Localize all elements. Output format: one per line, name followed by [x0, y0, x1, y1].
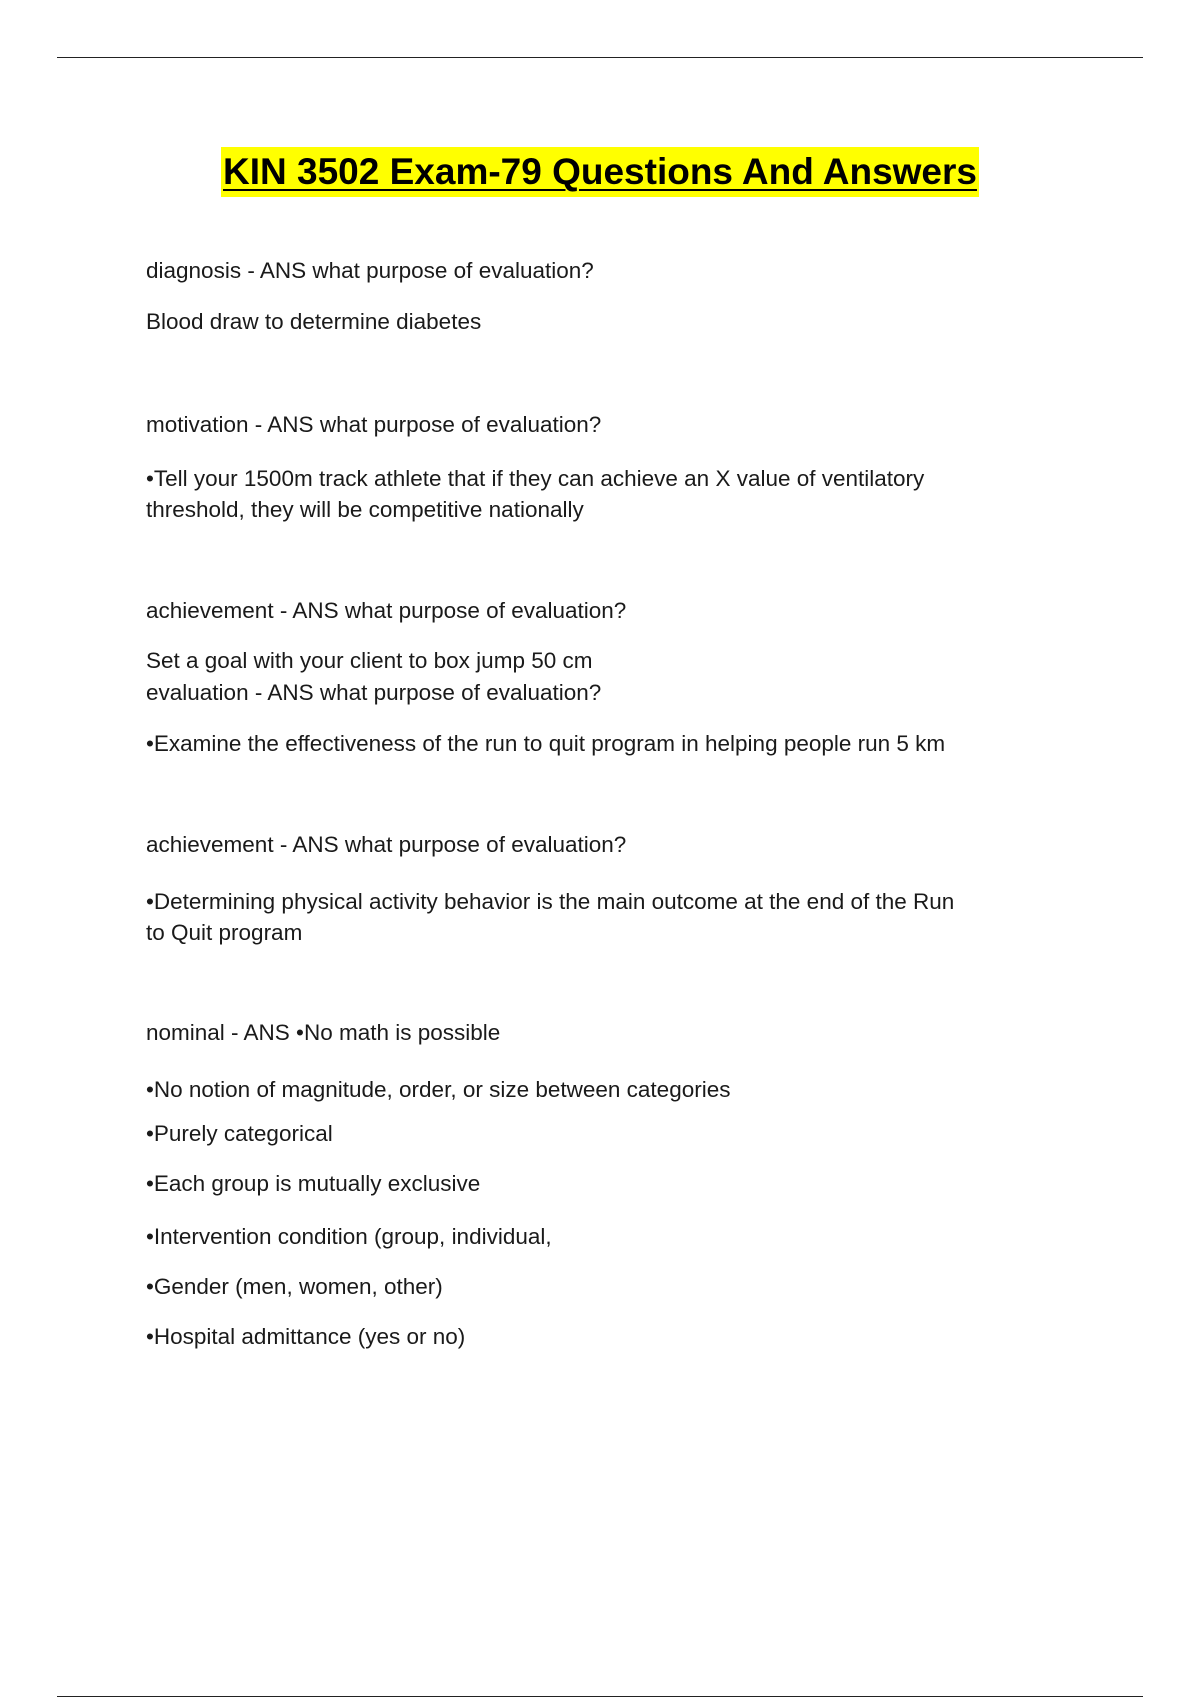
answer-line: •Hospital admittance (yes or no) [146, 1324, 466, 1349]
answer-line: •Intervention condition (group, individual, [146, 1224, 552, 1249]
question-line: achievement - ANS what purpose of evaluation? [146, 598, 627, 623]
question-line: achievement - ANS what purpose of evaluation? [146, 832, 627, 857]
answer-line: •Tell your 1500m track athlete that if they can achieve an X value of ventilatory [146, 466, 925, 491]
question-line: motivation - ANS what purpose of evaluation? [146, 412, 602, 437]
top-divider [57, 57, 1143, 58]
answer-line: •Gender (men, women, other) [146, 1274, 443, 1299]
question-line: diagnosis - ANS what purpose of evaluation? [146, 258, 594, 283]
question-line: nominal - ANS •No math is possible [146, 1020, 501, 1045]
title-container [0, 147, 1200, 197]
answer-line: Set a goal with your client to box jump 50 cm [146, 648, 593, 673]
question-line: evaluation - ANS what purpose of evaluation? [146, 680, 602, 705]
answer-line: •Purely categorical [146, 1121, 333, 1146]
answer-line: •No notion of magnitude, order, or size between categories [146, 1077, 731, 1102]
answer-line: •Each group is mutually exclusive [146, 1171, 481, 1196]
answer-line: Blood draw to determine diabetes [146, 309, 482, 334]
answer-line: threshold, they will be competitive nationally [146, 497, 584, 522]
answer-line: to Quit program [146, 920, 303, 945]
bottom-divider [57, 1696, 1143, 1697]
answer-line: •Examine the effectiveness of the run to quit program in helping people run 5 km [146, 731, 946, 756]
answer-line: •Determining physical activity behavior is the main outcome at the end of the Run [146, 889, 955, 914]
page-title: KIN 3502 Exam-79 Questions And Answers [221, 147, 979, 197]
